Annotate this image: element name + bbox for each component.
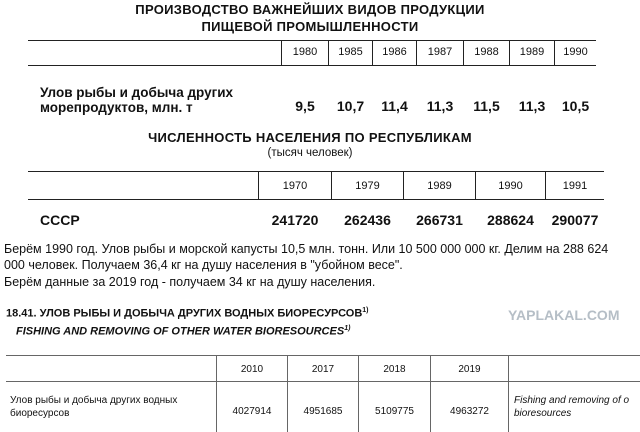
table1-year: 1980 [292, 46, 318, 58]
table1-title-line1: ПРОИЗВОДСТВО ВАЖНЕЙШИХ ВИДОВ ПРОДУКЦИИ [135, 2, 485, 17]
table2-year: 1989 [427, 180, 452, 192]
table2-year: 1991 [562, 180, 588, 192]
table3-col-divider [508, 355, 509, 432]
table3-value: 4027914 [232, 406, 272, 417]
table1-year: 1986 [382, 46, 407, 58]
table2-value: 266731 [416, 212, 463, 228]
table3-header-rule [6, 381, 640, 382]
table3-top-rule [6, 355, 640, 356]
table2-value: 290077 [551, 212, 599, 228]
table3-heading-en [16, 325, 350, 338]
table2-top-rule [28, 171, 604, 172]
table3-year: 2019 [458, 364, 481, 375]
table3-row-label-line1: Улов рыбы и добыча других водных [10, 395, 178, 406]
table1-year: 1988 [474, 46, 499, 58]
watermark-logo: YAPLAKAL.COM [508, 307, 620, 323]
table1-value: 11,4 [381, 98, 408, 114]
table2-value: 241720 [271, 212, 319, 228]
table1-value: 11,3 [426, 98, 454, 114]
table1-value: 11,3 [518, 98, 546, 114]
table2-year: 1970 [282, 180, 308, 192]
table2-year: 1979 [355, 180, 380, 192]
table1-year: 1990 [563, 46, 588, 58]
table2-title: ЧИСЛЕННОСТЬ НАСЕЛЕНИЯ ПО РЕСПУБЛИКАМ [148, 130, 472, 145]
table2-year: 1990 [498, 180, 523, 192]
table1-value: 10,7 [336, 98, 365, 114]
table3-en-label-line1: Fishing and removing of o [514, 395, 630, 406]
table1-value: 10,5 [561, 98, 590, 114]
table2-subtitle: (тысяч человек) [267, 147, 353, 159]
table3-value: 5109775 [375, 406, 414, 417]
table1-top-rule [28, 40, 596, 41]
table1-year: 1989 [519, 46, 545, 58]
table1-value: 9,5 [295, 98, 315, 114]
table1-value: 11,5 [473, 98, 500, 114]
table3-heading-en-text: FISHING AND REMOVING OF OTHER WATER BIORESOURCES [16, 325, 345, 338]
table1-year: 1985 [338, 46, 363, 58]
table3-year: 2017 [311, 364, 335, 375]
table3-heading-ru [6, 307, 369, 320]
table3-heading-ru-text: 18.41. УЛОВ РЫБЫ И ДОБЫЧА ДРУГИХ ВОДНЫХ БИОРЕСУРСОВ [6, 307, 363, 320]
comment-line1: Берём 1990 год. Улов рыбы и морской капусты 10,5 млн. тонн. Или 10 500 000 000 кг. Делим на 288 624 [4, 242, 609, 256]
table3-row-label-line2: биоресурсов [10, 408, 70, 419]
table3-value: 4963272 [450, 406, 489, 417]
table3-value: 4951685 [303, 406, 343, 417]
comment-line2: 000 человек. Получаем 36,4 кг на душу населения в "убойном весе". [4, 258, 403, 272]
table3-heading-en-footnote: 1) [344, 325, 351, 332]
table1-title-line2: ПИЩЕВОЙ ПРОМЫШЛЕННОСТИ [201, 19, 419, 34]
table3-year: 2010 [240, 364, 264, 375]
table2-value: 262436 [344, 212, 391, 228]
table2-value: 288624 [487, 212, 534, 228]
table3-year: 2018 [383, 364, 406, 375]
table3-heading-ru-footnote: 1) [362, 307, 369, 314]
comment-line3: Берём данные за 2019 год - получаем 34 кг на душу населения. [4, 275, 376, 289]
table1-row-label-line1: Улов рыбы и добыча других [40, 85, 234, 100]
table3-en-label-line2: bioresources [514, 408, 572, 419]
table2-row-label: СССР [40, 212, 80, 228]
table1-col-divider [281, 40, 282, 65]
table2-header-rule [28, 199, 604, 200]
table1-header-rule [28, 65, 596, 66]
table1-row-label-line2: морепродуктов, млн. т [40, 100, 193, 115]
table1-year: 1987 [427, 46, 453, 58]
